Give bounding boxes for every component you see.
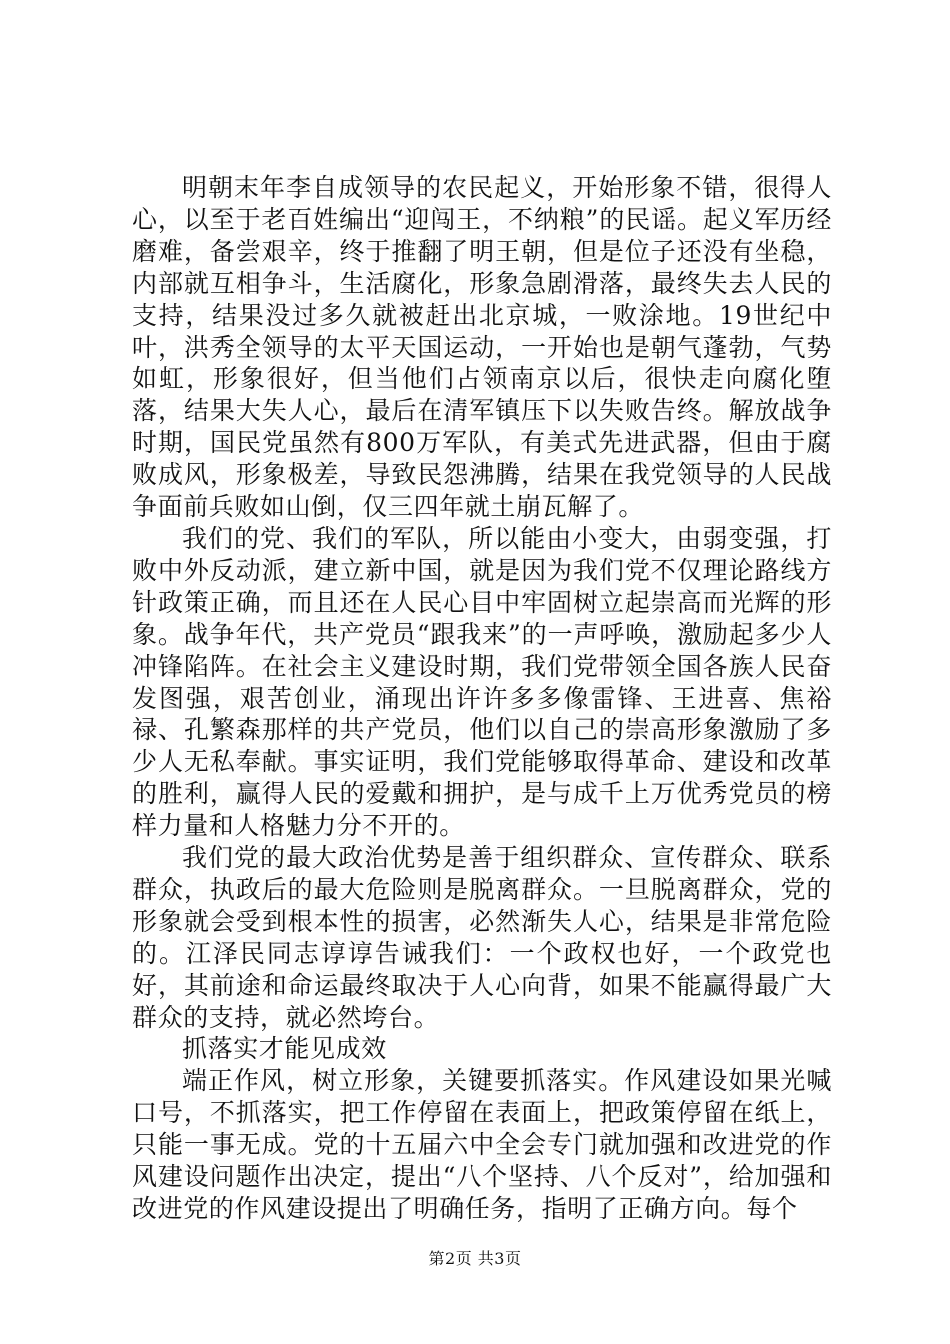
page-footer: 第2页 共3页 (428, 1249, 522, 1268)
section-heading: 抓落实才能见成效 (182, 1034, 387, 1064)
body-text (132, 172, 832, 1225)
paragraph: 端正作风，树立形象，关键要抓落实。作风建设如果光喊口号，不抓落实，把工作停留在表面上，把政策停留在纸上，只能一事无成。党的十五届六中全会专门就加强和改进党的作风建设问题作出决定，提出“八个坚持、八个反对”，给加强和改进党的作风建设提出了明确任务，指明了正确方向。每个 (132, 1066, 832, 1223)
paragraph: 我们的党、我们的军队，所以能由小变大，由弱变强，打败中外反动派，建立新中国，就是因为我们党不仅理论路线方针政策正确，而且还在人民心目中牢固树立起崇高而光辉的形象。战争年代，共产党员“跟我来”的一声呼唤，激励起多少人冲锋陷阵。在社会主义建设时期，我们党带领全国各族人民奋发图强，艰苦创业，涌现出许许多多像雷锋、王进喜、焦裕禄、孔繁森那样的共产党员，他们以自己的崇高形象激励了多少人无私奉献。事实证明，我们党能够取得革命、建设和改革的胜利，赢得人民的爱戴和拥护，是与成千上万优秀党员的榜样力量和人格魅力分不开的。 (132, 523, 832, 841)
paragraph: 我们党的最大政治优势是善于组织群众、宣传群众、联系群众，执政后的最大危险则是脱离群众。一旦脱离群众，党的形象就会受到根本性的损害，必然渐失人心，结果是非常危险的。江泽民同志谆谆告诫我们：一个政权也好，一个政党也好，其前途和命运最终取决于人心向背，如果不能赢得最广大群众的支持，就必然垮台。 (132, 843, 832, 1032)
paragraph: 明朝末年李自成领导的农民起义，开始形象不错，很得人心，以至于老百姓编出“迎闯王，不纳粮”的民谣。起义军历经磨难，备尝艰辛，终于推翻了明王朝，但是位子还没有坐稳，内部就互相争斗，生活腐化，形象急剧滑落，最终失去人民的支持，结果没过多久就被赶出北京城，一败涂地。19世纪中叶，洪秀全领导的太平天国运动，一开始也是朝气蓬勃，气势如虹，形象很好，但当他们占领南京以后，很快走向腐化堕落，结果大失人心，最后在清军镇压下以失败告终。解放战争时期，国民党虽然有800万军队，有美式先进武器，但由于腐败成风，形象极差，导致民怨沸腾，结果在我党领导的人民战争面前兵败如山倒，仅三四年就土崩瓦解了。 (132, 173, 832, 522)
